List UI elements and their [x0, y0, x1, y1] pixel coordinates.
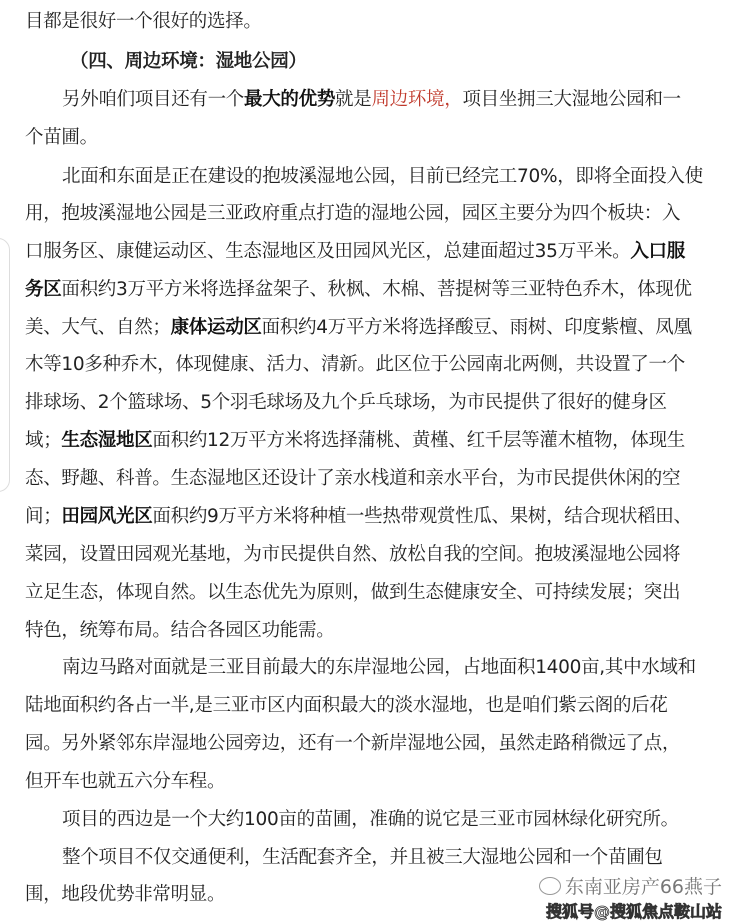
text-segment: 围，地段优势非常明显。	[25, 884, 226, 905]
text-line	[25, 240, 685, 264]
text-segment: 面积约3万平方米将选择盆架子、秋枫、木棉、菩提树等三亚特色乔木，体现优	[61, 279, 692, 300]
text-segment: 特色，统筹布局。结合各园区功能需。	[25, 620, 335, 641]
text-segment: 目都是很好一个很好的选择。	[25, 11, 262, 32]
panel-edge	[0, 238, 10, 492]
text-line	[25, 581, 680, 605]
text-segment: 北面和东面是正在建设的抱坡溪湿地公园，目前已经完工70%，即将全面投入使	[62, 166, 703, 187]
text-segment: 项目坐拥三大湿地公园和一	[462, 89, 681, 110]
section-heading	[70, 50, 307, 74]
text-line	[62, 656, 696, 680]
highlight-text: 周边环境，	[371, 89, 463, 110]
text-line	[25, 619, 334, 643]
watermark-source: 搜狐号@搜狐焦点鞍山站	[545, 902, 722, 921]
text-line	[25, 278, 692, 302]
text-segment: 面积约9万平方米将种植一些热带观赏性瓜、果树，结合现状稻田、	[152, 506, 692, 527]
text-segment: 域；	[25, 430, 62, 451]
watermark	[539, 872, 722, 922]
text-line	[25, 505, 692, 529]
text-segment: 用，抱坡溪湿地公园是三亚政府重点打造的湿地公园，园区主要分为四个板块：入	[25, 203, 681, 224]
watermark-account: 东南亚房产66燕子	[564, 876, 722, 898]
bold-text: 务区	[25, 279, 62, 300]
text-line	[25, 10, 262, 34]
text-line	[25, 543, 680, 567]
bold-text: 入口服	[630, 241, 685, 262]
text-line	[25, 391, 667, 415]
bold-text: 田园风光区	[61, 506, 153, 527]
text-segment: 整个项目不仅交通便利，生活配套齐全，并且被三大湿地公园和一个苗圃包	[62, 847, 663, 868]
text-segment: 就是	[335, 89, 372, 110]
text-line	[25, 732, 680, 756]
text-segment: 立足生态，体现自然。以生态优先为原则，做到生态健康安全、可持续发展；突出	[25, 582, 681, 603]
bold-text: 生态湿地区	[61, 430, 153, 451]
text-segment: 个苗圃。	[25, 127, 98, 148]
text-line	[25, 770, 225, 794]
text-segment: 另外咱们项目还有一个	[62, 89, 245, 110]
text-line	[62, 846, 663, 870]
text-segment: 间；	[25, 506, 62, 527]
text-line	[62, 808, 679, 832]
bold-text: 康体运动区	[170, 317, 262, 338]
text-segment: 但开车也就五六分车程。	[25, 771, 226, 792]
text-segment: 口服务区、康健运动区、生态湿地区及田园风光区，总建面超过35万平米。	[25, 241, 631, 262]
bold-text: 最大的优势	[244, 89, 336, 110]
text-segment: 态、野趣、科普。生态湿地区还设计了亲水栈道和亲水平台，为市民提供休闲的空	[25, 468, 681, 489]
text-segment: 面积约12万平方米将选择蒲桃、黄槿、红千层等灌木植物，体现生	[152, 430, 685, 451]
text-segment: 陆地面积约各占一半,是三亚市区内面积最大的淡水湿地，也是咱们紫云阁的后花	[25, 695, 668, 716]
text-line	[25, 694, 668, 718]
text-line	[25, 429, 685, 453]
text-segment: 美、大气、自然；	[25, 317, 171, 338]
text-segment: 面积约4万平方米将选择酸豆、雨树、印度紫檀、凤凰	[261, 317, 692, 338]
text-line	[25, 202, 680, 226]
text-line	[25, 316, 692, 340]
text-line	[62, 88, 681, 112]
text-segment: 木等10多种乔木，体现健康、活力、清新。此区位于公园南北两侧，共设置了一个	[25, 354, 685, 375]
text-line	[25, 467, 680, 491]
text-line	[25, 883, 225, 907]
text-line	[25, 126, 98, 150]
text-line	[25, 353, 685, 377]
text-segment: 项目的西边是一个大约100亩的苗圃，准确的说它是三亚市园林绿化研究所。	[62, 809, 679, 830]
text-segment: （四、周边环境：湿地公园）	[70, 51, 307, 72]
text-line	[62, 165, 703, 189]
text-segment: 菜园，设置田园观光基地，为市民提供自然、放松自我的空间。抱坡溪湿地公园将	[25, 544, 681, 565]
text-segment: 园。另外紧邻东岸湿地公园旁边，还有一个新岸湿地公园，虽然走路稍微远了点，	[25, 733, 681, 754]
wechat-icon	[539, 877, 561, 895]
text-segment: 南边马路对面就是三亚目前最大的东岸湿地公园，占地面积1400亩,其中水域和	[62, 657, 696, 678]
text-segment: 排球场、2个篮球场、5个羽毛球场及九个乒乓球场，为市民提供了很好的健身区	[25, 392, 667, 413]
